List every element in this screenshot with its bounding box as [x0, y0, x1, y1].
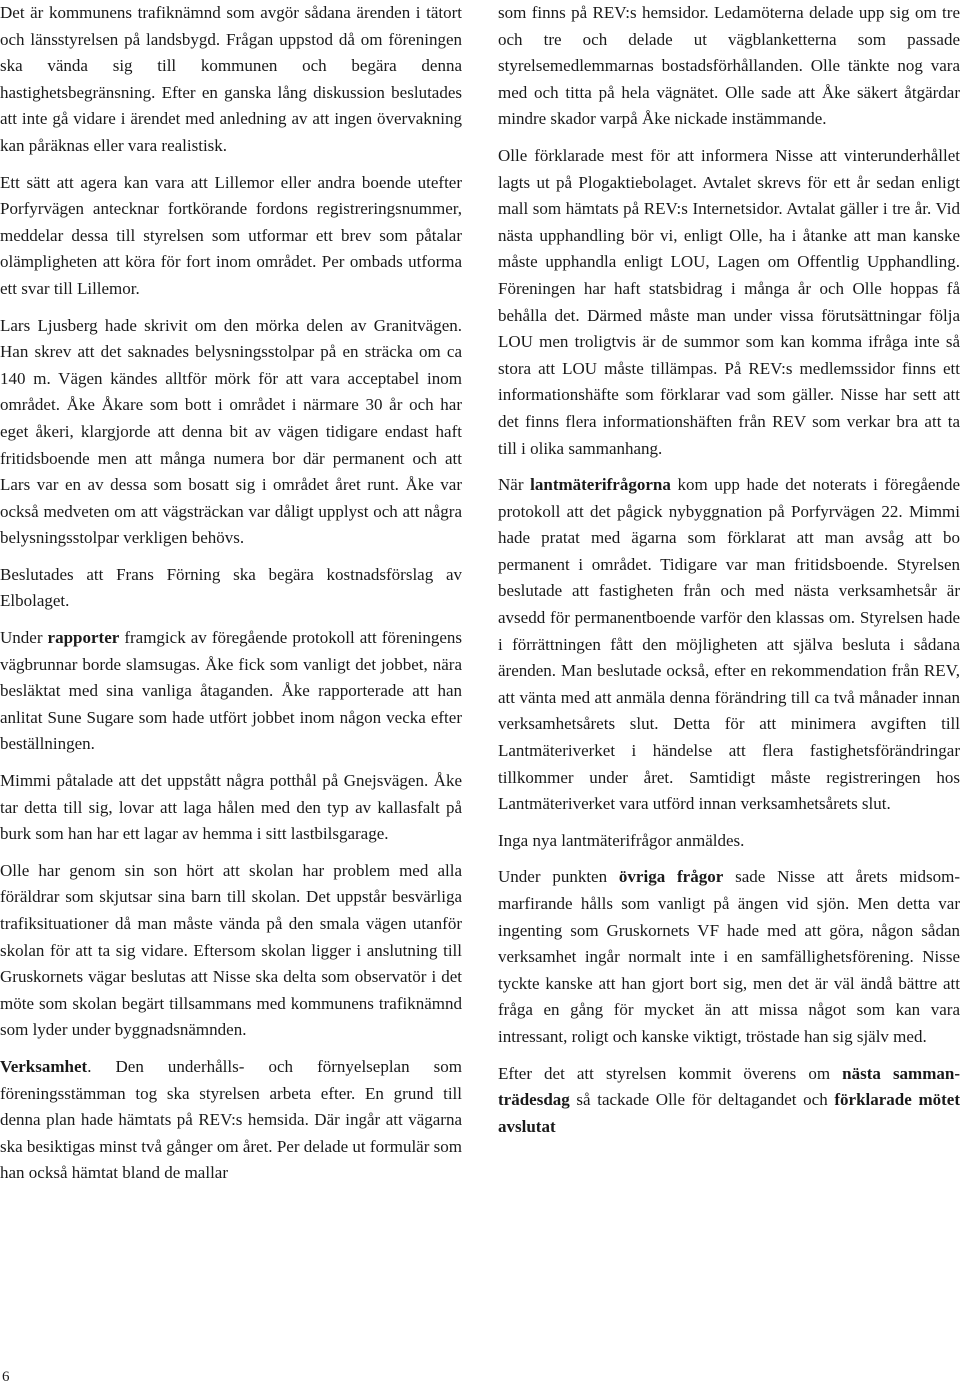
- paragraph-other-questions: [498, 864, 960, 1050]
- bold-term-next-meeting: nästa sammanträdesdag: [498, 1063, 960, 1110]
- paragraph-granitvagen-lighting: Lars Ljusberg hade skrivit om den mörka delen av Granitvägen. Han skrev att det saknades belysningsstolpar på en sträcka om ca 140 m. Vägen kändes alltför mörk för att vara acceptabel inom området. Åke Åkare som bott i området i närmare 30 år och har eget åkeri, klargjorde att denna bit av vägen tidigare endast haft fritidsboende men att många numera bor där permanent och att Lars var en av dessa som bosatt sig i området året runt. Åke var också medveten om att vägsträckan var dåligt upplyst och att några belysningsstolpar verkligen behövs.: [0, 315, 462, 548]
- paragraph-potholes: Mimmi påtalade att det uppstått några potthål på Gnejsvägen. Åke tar detta till sig, lovar att laga hålen med den typ av kallasfalt på burk som han har ett lagar av hemma i sitt lastbilsgarage.: [0, 771, 462, 844]
- paragraph-porfyrvagen-speeding: Ett sätt att agera kan vara att Lillemor eller andra boende utefter Porfyrvägen antecknar fortkörande fordons registreringsnummer, meddelar dessa till styrelsen som utformar ett brev som påtalar olämpligheten att köra för fort inom området. Per ombads utforma ett svar till Lillemor.: [0, 172, 462, 298]
- paragraph-meeting-closed: [498, 1061, 960, 1141]
- text-run: Under: [0, 628, 48, 648]
- paragraph-no-new-survey: Inga nya lantmäterifrågor anmäldes.: [498, 830, 745, 850]
- text-run: När: [498, 475, 531, 495]
- text-run: framgick av föregående protokoll att föreningens vägbrunnar borde slamsugas. Åke fick som vanligt det jobbet, nära besläktat med sina vanliga åtaganden. Åke rapporterade att han anlitat Sune Sugare som hade utfört jobbet inom någon vecka efter beställningen.: [0, 628, 463, 754]
- text-run: Efter det att styrelsen kommit överens om: [498, 1063, 843, 1083]
- paragraph-school-traffic: Olle har genom sin son hört att skolan har problem med alla föräldrar som skjutsar sina barn till skolan. Det uppstår besvärliga trafiksituationer då man måste vända på den smala vägen utanför skolan för att ta sig vidare. Eftersom skolan ligger i anslutning till Gruskornets vägar beslutas att Nisse ska delta som observatör i det möte som skolan begärt tillsammans med kommunens trafiknämnd som lyder under byggnadsnämnden.: [0, 860, 462, 1040]
- left-column: [0, 0, 462, 1197]
- bold-term-meeting-closed: förklarade mötet avslutat: [498, 1090, 960, 1136]
- paragraph-winter-maintenance: Olle förklarade mest för att informera Nisse att vinterunderhållet lagts ut på Plogaktiebolaget. Avtalet skrevs för ett år sedan enligt mall som hämtats på REV:s Internetsidor. Avtalat gäller i tre år. Vid nästa upphandling bör vi, enligt Olle, ha i åtanke att man kanske måste upphandla enligt LOU, Lagen om Offentlig Upphandling. Föreningen har haft statsbidrag i många år och Olle hoppas få behålla det. Därmed måste man under vissa förutsättningar följa LOU men troligtvis är de summor som kan komma ifråga inte så stora att LOU måste tillämpas. På REV:s medlemssidor finns ett informationshäfte som förklarar vad som gäller. Nisse har sett att det finns flera informationshäften från REV som verkar bra att ta till i olika sammanhang.: [498, 145, 960, 458]
- bold-term-lantmaterifragorna: lantmäterifrågorna: [530, 475, 671, 495]
- text-run: kom upp hade det noterats i föregående protokoll att det pågick nybyggnation på Porfyrvägen 22. Mimmi hade pratat med ägarna som förklarat att man avsåg att bo permanent i området. Tidigare var man fritidsboende. Styrelsen beslutade att fastigheten från och med nästa verksamhetsår är avsedd för permanentboende varför den klassas om. Styrelsen hade i förrättningen fått den möjligheten att själva besluta i sådana ärenden. Man beslutade också, efter en rekommendation från REV, att vänta med att anmäla denna förändring till ca två månader innan verksamhetsårets slut. Detta för att minimera avgiften till Lantmäteriverket i händelse att flera fastighetsförändringar tillkommer under året. Samtidigt måste registreringen hos Lantmäteriverket vara utförd innan verksamhetsårets slut.: [498, 475, 960, 814]
- paragraph-land-survey: [498, 472, 960, 818]
- paragraph-traffic-authority: Det är kommunens trafiknämnd som avgör sådana ärenden i tätort och länsstyrelsen på landsbygd. Frågan uppstod då om föreningen ska vända sig till kommunen och begära denna hastighetsbegränsning. Efter en ganska lång diskussion beslutades att inte gå vidare i ärendet med anledning av att ingen övervakning kan påräknas eller vara realistisk.: [0, 3, 462, 155]
- right-column: [498, 0, 960, 1150]
- text-run: så tackade Olle för deltagandet och: [569, 1090, 835, 1110]
- bold-term-verksamhet: Verksamhet: [0, 1056, 88, 1076]
- paragraph-road-forms: som finns på REV:s hemsidor. Ledamöterna delade upp sig om tre och tre och delade ut vägblanketterna som passade styrelsemedlemmarnas bostadsförhållanden. Olle tänkte nog vara med och titta på hela vägnätet. Olle sade att Åke säkert åtgärdar mindre skador varpå Åke nickade instämmande.: [498, 3, 960, 129]
- text-run: Under punkten: [498, 867, 619, 887]
- paragraph-reports: [0, 625, 462, 758]
- page-number: 6: [2, 1369, 10, 1385]
- bold-term-ovriga-fragor: övriga frågor: [618, 867, 724, 887]
- paragraph-verksamhet: [0, 1054, 462, 1187]
- paragraph-elbolaget-quote: Beslutades att Frans Förning ska begära kostnadsförslag av Elbolaget.: [0, 564, 462, 611]
- text-run: sade Nisse att årets midsommarfirande hålls som vanligt på ängen vid sjön. Men detta var ingenting som Gruskornets VF hade med att göra, någon sådan verksamhet ingår normalt inte i en samfällighetsförening. Nisse tyckte kanske att han gjort bort sig, men det är väl ändå bättre att fråga en gång för mycket än att missa något som kan vara intressant, roligt och kanske viktigt, tröstade han sig själv med.: [498, 867, 960, 1046]
- bold-term-rapporter: rapporter: [47, 628, 120, 648]
- text-run: . Den underhålls- och förnyelseplan som föreningsstämman tog ska styrelsen arbeta efter. En grund till denna plan hade hämtats på REV:s hemsida. Där ingår att vägarna ska besiktigas minst två gånger om året. Per delade ut formulär som han också hämtat bland de mallar: [0, 1056, 462, 1183]
